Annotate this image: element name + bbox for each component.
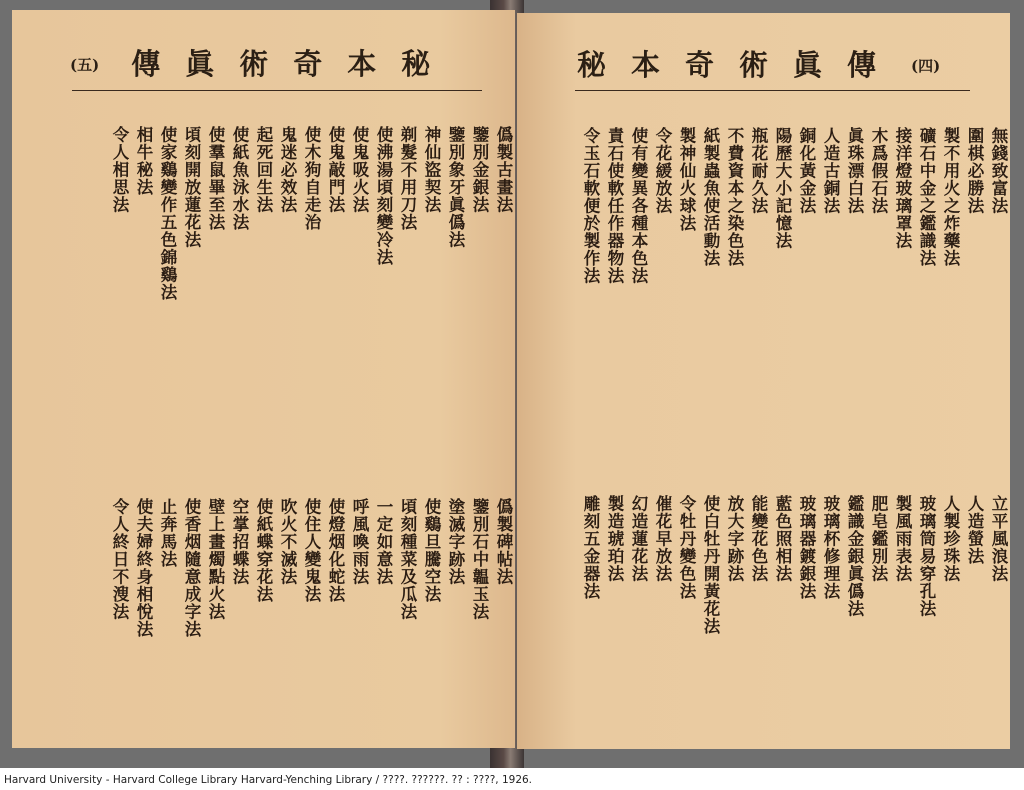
table-of-contents-entry: 令牡丹變色法	[677, 495, 696, 600]
table-of-contents-entry: 頃刻種菜及瓜法	[398, 498, 417, 621]
table-of-contents-entry: 使白牡丹開黃花法	[701, 495, 720, 635]
table-of-contents-entry: 使木狗自走治	[302, 126, 321, 231]
table-of-contents-entry: 使羣鼠畢至法	[206, 126, 225, 231]
left-page-header	[70, 47, 456, 81]
right-page-header	[577, 48, 941, 82]
table-of-contents-entry: 頃刻開放蓮花法	[182, 126, 201, 249]
table-of-contents-entry: 鑒別象牙眞僞法	[446, 126, 465, 249]
table-of-contents-entry: 剃髮不用刀法	[398, 126, 417, 231]
table-of-contents-entry: 使家鷄變作五色錦鷄法	[158, 126, 177, 301]
right-upper-list	[544, 127, 1010, 427]
table-of-contents-entry: 止奔馬法	[158, 498, 177, 568]
table-of-contents-entry: 壁上畫燭點火法	[206, 498, 225, 621]
table-of-contents-entry: 眞珠漂白法	[845, 127, 864, 215]
table-of-contents-entry: 鑑識金銀眞僞法	[845, 495, 864, 618]
table-of-contents-entry: 銅化黃金法	[797, 127, 816, 215]
table-of-contents-entry: 立平風浪法	[989, 495, 1008, 583]
table-of-contents-entry: 玻璃杯修理法	[821, 495, 840, 600]
table-of-contents-entry: 放大字跡法	[725, 495, 744, 583]
table-of-contents-entry: 製神仙火球法	[677, 127, 696, 232]
table-of-contents-entry: 紙製蟲魚使活動法	[701, 127, 720, 267]
table-of-contents-entry: 塗滅字跡法	[446, 498, 465, 586]
table-of-contents-entry: 使沸湯頃刻變冷法	[374, 126, 393, 266]
table-of-contents-entry: 肥皂鑑別法	[869, 495, 888, 583]
table-of-contents-entry: 使鷄旦騰空法	[422, 498, 441, 603]
table-of-contents-entry: 令人終日不溲法	[110, 498, 129, 621]
library-caption: Harvard University - Harvard College Library Harvard-Yenching Library / ????. ??????. ?? : ????, 1926.	[4, 774, 533, 786]
table-of-contents-entry: 使鬼吸火法	[350, 126, 369, 214]
table-of-contents-entry: 雕刻五金器法	[581, 495, 600, 600]
right-header-rule	[575, 90, 970, 91]
table-of-contents-entry: 呼風喚雨法	[350, 498, 369, 586]
table-of-contents-entry: 吹火不滅法	[278, 498, 297, 586]
left-page-title: 傳眞術奇本秘	[131, 47, 456, 81]
table-of-contents-entry: 人造古銅法	[821, 127, 840, 215]
table-of-contents-entry: 令花緩放法	[653, 127, 672, 215]
table-of-contents-entry: 催花早放法	[653, 495, 672, 583]
right-page	[517, 13, 1010, 749]
table-of-contents-entry: 使紙魚泳水法	[230, 126, 249, 231]
table-of-contents-entry: 責石使軟任作器物法	[605, 127, 624, 285]
table-of-contents-entry: 製風雨表法	[893, 495, 912, 583]
table-of-contents-entry: 神仙盜契法	[422, 126, 441, 214]
right-page-number: (四)	[911, 57, 941, 75]
table-of-contents-entry: 使紙蝶穿花法	[254, 498, 273, 603]
table-of-contents-entry: 瓶花耐久法	[749, 127, 768, 215]
table-of-contents-entry: 使燈烟化蛇法	[326, 498, 345, 603]
table-of-contents-entry: 使住人變鬼法	[302, 498, 321, 603]
table-of-contents-entry: 使有變異各種本色法	[629, 127, 648, 285]
left-header-rule	[72, 90, 482, 91]
table-of-contents-entry: 令人相思法	[110, 126, 129, 214]
left-page	[12, 10, 515, 748]
table-of-contents-entry: 使香烟隨意成字法	[182, 498, 201, 638]
table-of-contents-entry: 空掌招蝶法	[230, 498, 249, 586]
table-of-contents-entry: 令玉石軟便於製作法	[581, 127, 600, 285]
table-of-contents-entry: 鬼迷必效法	[278, 126, 297, 214]
table-of-contents-entry: 接洋燈玻璃罩法	[893, 127, 912, 250]
table-of-contents-entry: 陽歷大小記憶法	[773, 127, 792, 250]
table-of-contents-entry: 礦石中金之鑑識法	[917, 127, 936, 267]
table-of-contents-entry: 人製珍珠法	[941, 495, 960, 583]
left-page-number: (五)	[70, 56, 100, 74]
table-of-contents-entry: 鑒別石中韞玉法	[470, 498, 489, 621]
left-lower-list	[42, 498, 515, 748]
table-of-contents-entry: 能變花色法	[749, 495, 768, 583]
table-of-contents-entry: 木爲假石法	[869, 127, 888, 215]
table-of-contents-entry: 製不用火之炸藥法	[941, 127, 960, 267]
table-of-contents-entry: 製造琥珀法	[605, 495, 624, 583]
right-lower-list	[544, 495, 1010, 749]
table-of-contents-entry: 使夫婦終身相悅法	[134, 498, 153, 638]
table-of-contents-entry: 相牛秘法	[134, 126, 153, 196]
table-of-contents-entry: 使鬼敲門法	[326, 126, 345, 214]
table-of-contents-entry: 一定如意法	[374, 498, 393, 586]
table-of-contents-entry: 起死回生法	[254, 126, 273, 214]
table-of-contents-entry: 不費資本之染色法	[725, 127, 744, 267]
right-page-title: 秘本奇術眞傳	[577, 48, 902, 82]
table-of-contents-entry: 僞製碑帖法	[494, 498, 513, 586]
table-of-contents-entry: 人造螢法	[965, 495, 984, 565]
table-of-contents-entry: 圍棋必勝法	[965, 127, 984, 215]
table-of-contents-entry: 幻造蓮花法	[629, 495, 648, 583]
table-of-contents-entry: 玻璃器鍍銀法	[797, 495, 816, 600]
table-of-contents-entry: 無錢致富法	[989, 127, 1008, 215]
table-of-contents-entry: 僞製古畫法	[494, 126, 513, 214]
left-upper-list	[42, 126, 515, 426]
table-of-contents-entry: 玻璃筒易穿孔法	[917, 495, 936, 618]
table-of-contents-entry: 藍色照相法	[773, 495, 792, 583]
table-of-contents-entry: 鑒別金銀法	[470, 126, 489, 214]
